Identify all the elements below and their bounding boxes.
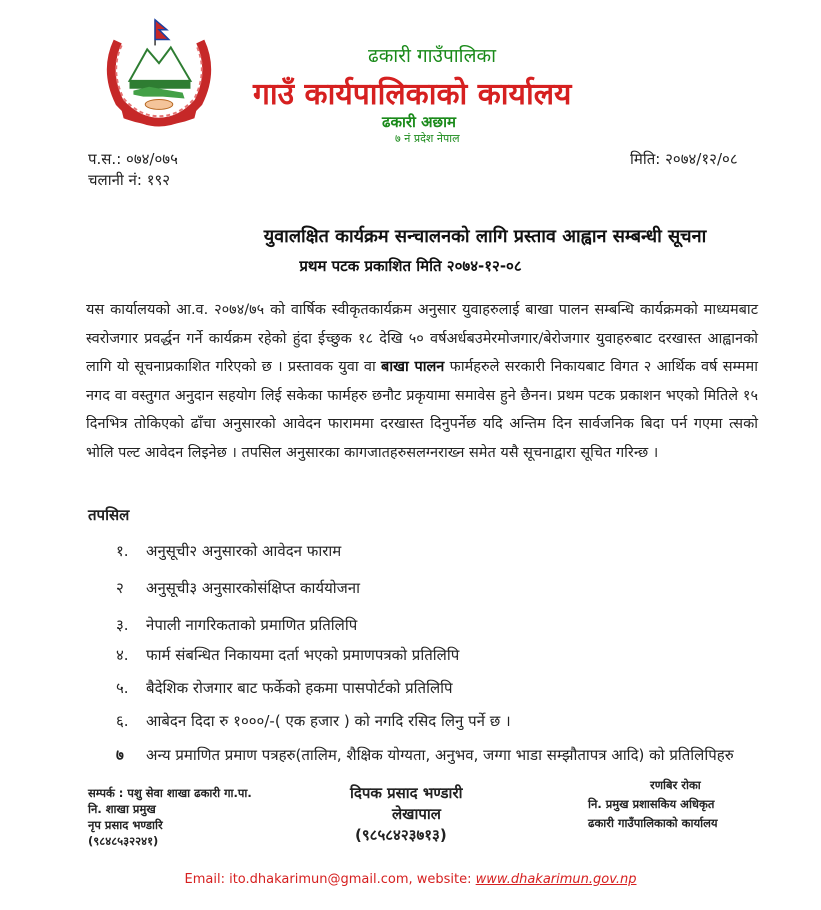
list-item: अनुसूची२ अनुसारको आवेदन फाराम <box>146 542 342 560</box>
list-item-number: ५. <box>116 679 129 697</box>
list-item: फार्म संबन्धित निकायमा दर्ता भएको प्रमाणपत्रको प्रतिलिपि <box>146 646 460 664</box>
accountant-name: दिपक प्रसाद भण्डारी <box>350 784 463 802</box>
website-link[interactable]: www.dhakarimun.gov.np <box>475 872 637 887</box>
contact-footer <box>0 872 821 887</box>
contact-line-3: नृप प्रसाद भण्डारि <box>88 818 163 832</box>
list-item-number: ६. <box>116 712 129 730</box>
attachments-title: तपसिल <box>88 506 130 524</box>
office-province: ७ नं प्रदेश नेपाल <box>395 132 460 145</box>
body-part-2: फार्महरुले सरकारी निकायबाट विगत २ आर्थिक वर्ष सम्ममा नगद वा वस्तुगत अनुदान सहयोग लिई सकेका फार्महरु छनौट प्रकृयामा समावेस हुने छैनन। प्रथम पटक प्रकाशन भएको मितिले १५ दिनभित्र तोकिएको ढाँचा अनुसारको आवेदन फाराममा दरखास्त दिनुपर्नेछ यदि अन्तिम दिन सार्वजनिक बिदा पर्न गएमा त्सको भोलि पल्ट आवेदन लिइनेछ । तपसिल अनुसारका कागजातहरुसलग्नराख्न समेत यसै सूचनाद्वारा सूचित गरिन्छ । <box>86 359 758 461</box>
accountant-title: लेखापाल <box>392 805 441 823</box>
patra-sankhya: प.स.: ०७४/०७५ <box>88 150 178 168</box>
contact-line-4: (९८४८५३२२४१) <box>88 834 159 848</box>
contact-line-1: सम्पर्क : पशु सेवा शाखा ढकारी गा.पा. <box>88 786 252 800</box>
notice-title: युवालक्षित कार्यक्रम सन्चालनको लागि प्रस्ताव आह्वान सम्बन्धी सूचना <box>263 226 707 247</box>
list-item-number: ४. <box>116 646 129 664</box>
letter-date: मिति: २०७४/१२/०८ <box>630 150 738 168</box>
list-item: आबेदन दिदा रु १०००/-( एक हजार ) को नगदि रसिद लिनु पर्ने छ । <box>146 712 511 730</box>
list-item: अन्य प्रमाणित प्रमाण पत्रहरु(तालिम, शैक्षिक योग्यता, अनुभव, जग्गा भाडा सम्झौतापत्र आदि) को प्रतिलिपिहरु <box>146 746 734 764</box>
notice-subtitle <box>0 256 821 276</box>
officer-office: ढकारी गाउँपालिकाको कार्यालय <box>588 816 718 830</box>
list-item-number: ३. <box>116 616 129 634</box>
list-item-number: २ <box>116 579 124 597</box>
office-place: ढकारी अछाम <box>382 113 456 131</box>
list-item: नेपाली नागरिकताको प्रमाणित प्रतिलिपि <box>146 616 358 634</box>
body-emphasis: बाखा पालन <box>381 359 445 375</box>
footer-email: Email: ito.dhakarimun@gmail.com, website: <box>184 872 476 887</box>
accountant-phone: (९८५८४२३७१३) <box>355 826 447 844</box>
officer-title: नि. प्रमुख प्रशासकिय अधिकृत <box>588 797 715 811</box>
notice-body <box>86 296 758 467</box>
subtitle-date: २०७४-१२-०८ <box>446 257 522 275</box>
list-item-number: ७ <box>116 746 124 764</box>
contact-line-2: नि. शाखा प्रमुख <box>88 802 156 816</box>
body-part-1: यस कार्यालयको आ.व. २०७४/७५ को वार्षिक स्वीकृतकार्यक्रम अनुसार युवाहरुलाई बाखा पालन सम्बन्धि कार्यक्रमको माध्यमबाट स्वरोजगार प्रवर्द्धन गर्ने कार्यक्रम रहेको हुंदा ईच्छुक १८ देखि ५० वर्षअर्धबउमेरमोजगार/बेरोजगार युवाहरुबाट दरखास्त आह्वानको लागि यो सूचनाप्रकाशित गरिएको छ । प्रस्तावक युवा वा <box>86 302 758 375</box>
officer-name: रणबिर रोका <box>650 778 701 792</box>
municipality-name: ढकारी गाउँपालिका <box>368 45 497 67</box>
subtitle-prefix: प्रथम पटक प्रकाशित मिति <box>299 257 447 275</box>
office-name: गाउँ कार्यपालिकाको कार्यालय <box>253 77 572 112</box>
list-item: अनुसूची३ अनुसारकोसंक्षिप्त कार्ययोजना <box>146 579 361 597</box>
list-item: बैदेशिक रोजगार बाट फर्केको हकमा पासपोर्टको प्रतिलिपि <box>146 679 453 697</box>
list-item-number: १. <box>116 542 129 560</box>
nepal-emblem-logo <box>100 12 218 130</box>
chalani-number: चलानी नं: १९२ <box>88 171 171 189</box>
